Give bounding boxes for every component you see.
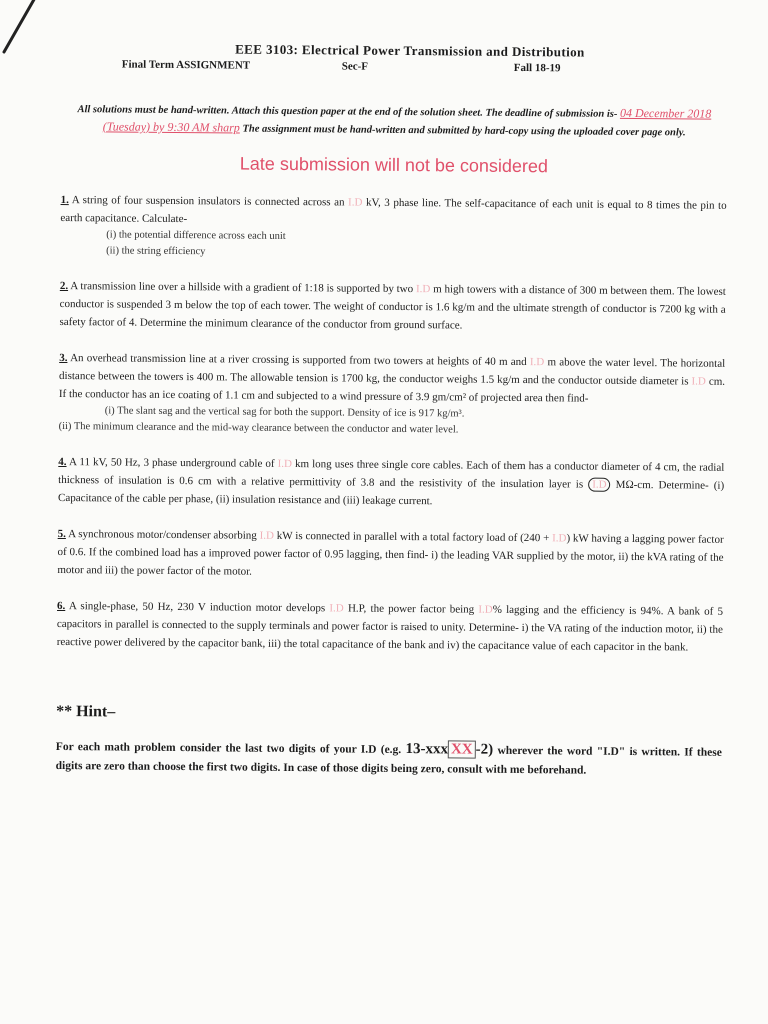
instructions-text-1: All solutions must be hand-written. Attach this question paper at the end of the solution sheet. The deadline of submission is- xyxy=(77,104,618,120)
question-4 xyxy=(58,453,724,513)
id-placeholder: I.D xyxy=(415,283,431,296)
sub-question: (i) the potential difference across each unit xyxy=(106,229,286,242)
question-text: A transmission line over a hillside with a gradient of 1:18 is supported by two xyxy=(70,280,414,296)
sub-question: (ii) the string efficiency xyxy=(106,245,206,258)
question-text: km long uses three single core cables. Each of them has a conductor diameter of 4 cm, the radial thickness of insulation is 0.6 cm with a relative permittivity of 3.8 and the resistivity of the insulation layer is xyxy=(58,458,725,491)
question-5 xyxy=(57,525,723,585)
hint-text xyxy=(56,737,722,782)
question-number: 4. xyxy=(58,455,67,469)
question-text: A synchronous motor/condenser absorbing xyxy=(68,528,257,542)
id-placeholder: I.D xyxy=(691,375,706,388)
deadline-text: 04 December 2018 (Tuesday) by 9:30 AM sharp xyxy=(102,105,712,135)
id-example-suffix: -2) xyxy=(475,741,494,758)
hint-text-1: For each math problem consider the last two digits of your I.D (e.g. xyxy=(55,740,402,756)
question-number: 5. xyxy=(57,527,66,541)
question-2 xyxy=(59,277,725,337)
question-text: ) kW having a lagging power factor of 0.6. If the combined load has a improved power factor of 0.95 lagging, then find- i) the leading VAR supplied by the motor, ii) the kVA rating of the motor and iii) the power factor of the motor. xyxy=(57,532,724,578)
id-example-prefix: 13-xxx xyxy=(405,741,449,758)
id-placeholder: I.D xyxy=(552,532,567,545)
question-number: 1. xyxy=(60,193,69,207)
id-placeholder: I.D xyxy=(529,356,545,369)
id-placeholder: I.D xyxy=(259,529,275,542)
question-1 xyxy=(60,191,727,265)
question-text: cm. If the conductor has an ice coating of 1.1 cm and subjected to a wind pressure of 3.9 gm/cm² of projected area then find- xyxy=(58,375,726,405)
question-text: m above the water level. The horizontal distance between the towers is 400 m. The allowable tension is 1700 kg, the conductor weighs 1.5 kg/m and the conductor outside diameter is xyxy=(59,356,726,388)
hint-title: ** Hint– xyxy=(56,702,116,721)
question-text: % lagging and the efficiency is 94%. A bank of 5 capacitors in parallel is connected to the supply terminals and power factor is raised to unity. Determine- i) the VA rating of the induction motor, ii) the reactive power delivered by the capacitor bank, iii) the total capacitance of the bank and iv) the capacitance value of each capacitor in the bank. xyxy=(56,603,724,654)
question-text: An overhead transmission line at a river crossing is supported from two towers at heights of 40 m and xyxy=(70,352,527,369)
question-3 xyxy=(59,349,726,441)
sub-question: (ii) The minimum clearance and the mid-way clearance between the conductor and water level. xyxy=(58,420,459,436)
sub-question: (i) The slant sag and the vertical sag for both the support. Density of ice is 917 kg/m³. xyxy=(104,405,465,420)
term-label: Final Term ASSIGNMENT xyxy=(121,58,251,72)
circled-id-placeholder: I.D xyxy=(588,478,610,492)
section-label: Sec-F xyxy=(341,60,369,73)
semester-label: Fall 18-19 xyxy=(513,61,561,75)
course-title: EEE 3103: Electrical Power Transmission and Distribution xyxy=(235,41,585,60)
question-number: 6. xyxy=(57,599,66,613)
id-example xyxy=(405,740,493,758)
question-number: 2. xyxy=(59,279,69,293)
question-number: 3. xyxy=(59,351,68,365)
question-text: MΩ-cm. Determine- (i) Capacitance of the cable per phase, (ii) insulation resistance and (iii) leakage current. xyxy=(57,478,725,508)
question-text: A single-phase, 50 Hz, 230 V induction motor develops xyxy=(68,600,326,615)
question-text: H.P, the power factor being xyxy=(347,602,475,616)
hint-text-2: wherever the word "I.D" is written. If these digits are zero than choose the first two digits. In case of those digits being zero, consult with me beforehand. xyxy=(55,744,722,777)
instructions-text-2: The assignment must be hand-written and submitted by hard-copy using the uploaded cover page only. xyxy=(242,123,686,139)
id-placeholder: I.D xyxy=(348,196,363,209)
question-text: kV, 3 phase line. The self-capacitance of each unit is equal to 8 times the pin to earth capacitance. Calculate- xyxy=(60,196,727,226)
question-text: m high towers with a distance of 300 m between them. The lowest conductor is suspended 3 m below the top of each tower. The weight of conductor is 1.6 kg/m and the ultimate strength of conductor is 7200 kg with a safety factor of 4. Determine the minimum clearance of the conductor from ground surface. xyxy=(59,283,726,332)
pen-stroke-mark xyxy=(0,0,58,54)
question-text: A string of four suspension insulators is connected across an xyxy=(71,194,345,209)
question-sheet xyxy=(56,40,728,782)
id-placeholder: I.D xyxy=(329,602,344,615)
id-placeholder: I.D xyxy=(277,457,293,471)
id-example-digits: XX xyxy=(448,740,476,758)
question-text: kW is connected in parallel with a total factory load of (240 + xyxy=(276,529,550,545)
late-submission-notice: Late submission will not be considered xyxy=(239,153,549,177)
question-6 xyxy=(57,597,723,657)
term-line xyxy=(62,58,728,82)
id-placeholder: I.D xyxy=(478,603,493,616)
question-text: A 11 kV, 50 Hz, 3 phase underground cable of xyxy=(68,456,275,470)
submission-instructions xyxy=(61,100,727,142)
